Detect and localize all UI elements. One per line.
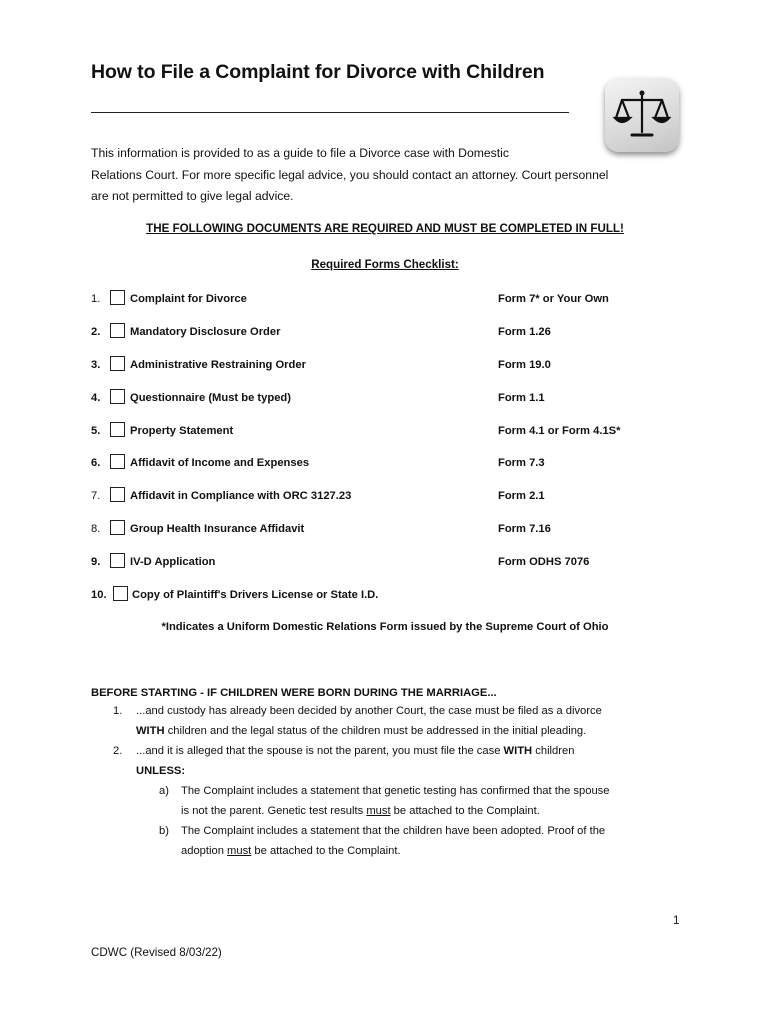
emphasis-unless: UNLESS: bbox=[136, 765, 186, 777]
item-form: Form 7.3 bbox=[498, 457, 545, 469]
revision-footer: CDWC (Revised 8/03/22) bbox=[91, 946, 222, 959]
item-number: 8. bbox=[91, 523, 101, 535]
item-number: 6. bbox=[91, 457, 101, 469]
item-form: Form 4.1 or Form 4.1S* bbox=[498, 425, 621, 437]
uniform-form-note: *Indicates a Uniform Domestic Relations Form issued by the Supreme Court of Ohio bbox=[161, 621, 609, 633]
item-form: Form 1.1 bbox=[498, 392, 545, 404]
item-number: 7. bbox=[91, 490, 101, 502]
intro-line: This information is provided to as a guide to file a Divorce case with Domestic bbox=[91, 146, 509, 160]
item-name: Questionnaire (Must be typed) bbox=[130, 392, 291, 404]
checklist-item bbox=[91, 520, 651, 540]
point-line bbox=[136, 721, 676, 741]
point-text: ...and it is alleged that the spouse is not the parent, you must file the case bbox=[136, 745, 504, 757]
item-number: 5. bbox=[91, 425, 101, 437]
checklist-title: Required Forms Checklist: bbox=[311, 258, 459, 271]
checklist-item bbox=[91, 487, 651, 507]
item-form: Form 7* or Your Own bbox=[498, 293, 609, 305]
item-name: IV-D Application bbox=[130, 556, 216, 568]
item-number: 3. bbox=[91, 359, 101, 371]
emphasis-with: WITH bbox=[503, 745, 533, 757]
item-number: 2. bbox=[91, 326, 101, 338]
intro-line: Relations Court. For more specific legal advice, you should contact an attorney. Court personnel bbox=[91, 167, 609, 182]
court-logo bbox=[605, 78, 679, 152]
emphasis-must: must bbox=[366, 805, 391, 817]
item-number: 1. bbox=[91, 293, 101, 305]
item-number: 10. bbox=[91, 589, 107, 601]
sub-text: be attached to the Complaint. bbox=[390, 805, 540, 817]
item-name: Administrative Restraining Order bbox=[130, 359, 306, 371]
item-name: Mandatory Disclosure Order bbox=[130, 326, 281, 338]
item-form: Form 7.16 bbox=[498, 523, 551, 535]
sub-line bbox=[181, 841, 676, 861]
sub-line: The Complaint includes a statement that the children have been adopted. Proof of the bbox=[181, 825, 606, 837]
item-form: Form 19.0 bbox=[498, 359, 551, 371]
scales-of-justice-icon bbox=[612, 86, 672, 144]
sub-text: adoption bbox=[181, 845, 228, 857]
point-2 bbox=[136, 741, 676, 781]
item-form: Form 1.26 bbox=[498, 326, 551, 338]
checkbox[interactable] bbox=[110, 323, 125, 338]
intro-line: are not permitted to give legal advice. bbox=[91, 189, 294, 203]
point-number: 1. bbox=[113, 705, 123, 717]
checkbox[interactable] bbox=[110, 520, 125, 535]
point-line: ...and custody has already been decided by another Court, the case must be filed as a divorce bbox=[136, 705, 602, 717]
sub-line: The Complaint includes a statement that genetic testing has confirmed that the spouse bbox=[181, 785, 610, 797]
checkbox[interactable] bbox=[110, 389, 125, 404]
emphasis-must: must bbox=[227, 845, 252, 857]
required-documents-heading: THE FOLLOWING DOCUMENTS ARE REQUIRED AND MUST BE COMPLETED IN FULL! bbox=[146, 222, 624, 235]
checkbox[interactable] bbox=[110, 454, 125, 469]
item-number: 4. bbox=[91, 392, 101, 404]
sub-point-b bbox=[181, 821, 676, 861]
checklist-item bbox=[91, 454, 651, 474]
checklist-item bbox=[91, 586, 651, 606]
checkbox[interactable] bbox=[110, 553, 125, 568]
checkbox[interactable] bbox=[110, 487, 125, 502]
sub-label: b) bbox=[159, 825, 169, 837]
checklist-item bbox=[91, 389, 651, 409]
checklist-item bbox=[91, 323, 651, 343]
checkbox[interactable] bbox=[110, 290, 125, 305]
point-line bbox=[136, 741, 676, 761]
checklist-item bbox=[91, 356, 651, 376]
title-underline bbox=[91, 112, 569, 113]
item-name: Property Statement bbox=[130, 425, 234, 437]
sub-point-a bbox=[181, 781, 676, 821]
sub-label: a) bbox=[159, 785, 169, 797]
checkbox[interactable] bbox=[110, 356, 125, 371]
document-title: How to File a Complaint for Divorce with Children bbox=[91, 61, 545, 83]
point-1 bbox=[136, 701, 676, 741]
before-starting-heading: BEFORE STARTING - IF CHILDREN WERE BORN DURING THE MARRIAGE... bbox=[91, 687, 497, 699]
item-name: Copy of Plaintiff's Drivers License or State I.D. bbox=[132, 589, 379, 601]
item-name: Affidavit in Compliance with ORC 3127.23 bbox=[130, 490, 352, 502]
sub-text: is not the parent. Genetic test results bbox=[181, 805, 367, 817]
emphasis-with: WITH bbox=[136, 725, 165, 737]
item-form: Form ODHS 7076 bbox=[498, 556, 590, 568]
checklist-item bbox=[91, 422, 651, 442]
point-line bbox=[136, 761, 676, 781]
item-name: Complaint for Divorce bbox=[130, 293, 247, 305]
point-number: 2. bbox=[113, 745, 123, 757]
sub-text: be attached to the Complaint. bbox=[251, 845, 401, 857]
checkbox[interactable] bbox=[113, 586, 128, 601]
page-number: 1 bbox=[673, 914, 680, 927]
item-form: Form 2.1 bbox=[498, 490, 545, 502]
sub-line bbox=[181, 801, 676, 821]
point-text: children and the legal status of the children must be addressed in the initial pleading. bbox=[164, 725, 587, 737]
checklist-item bbox=[91, 553, 651, 573]
item-name: Group Health Insurance Affidavit bbox=[130, 523, 305, 535]
checklist-item bbox=[91, 290, 651, 310]
intro-paragraph bbox=[91, 143, 686, 208]
point-text: children bbox=[532, 745, 575, 757]
checkbox[interactable] bbox=[110, 422, 125, 437]
item-number: 9. bbox=[91, 556, 101, 568]
item-name: Affidavit of Income and Expenses bbox=[130, 457, 310, 469]
